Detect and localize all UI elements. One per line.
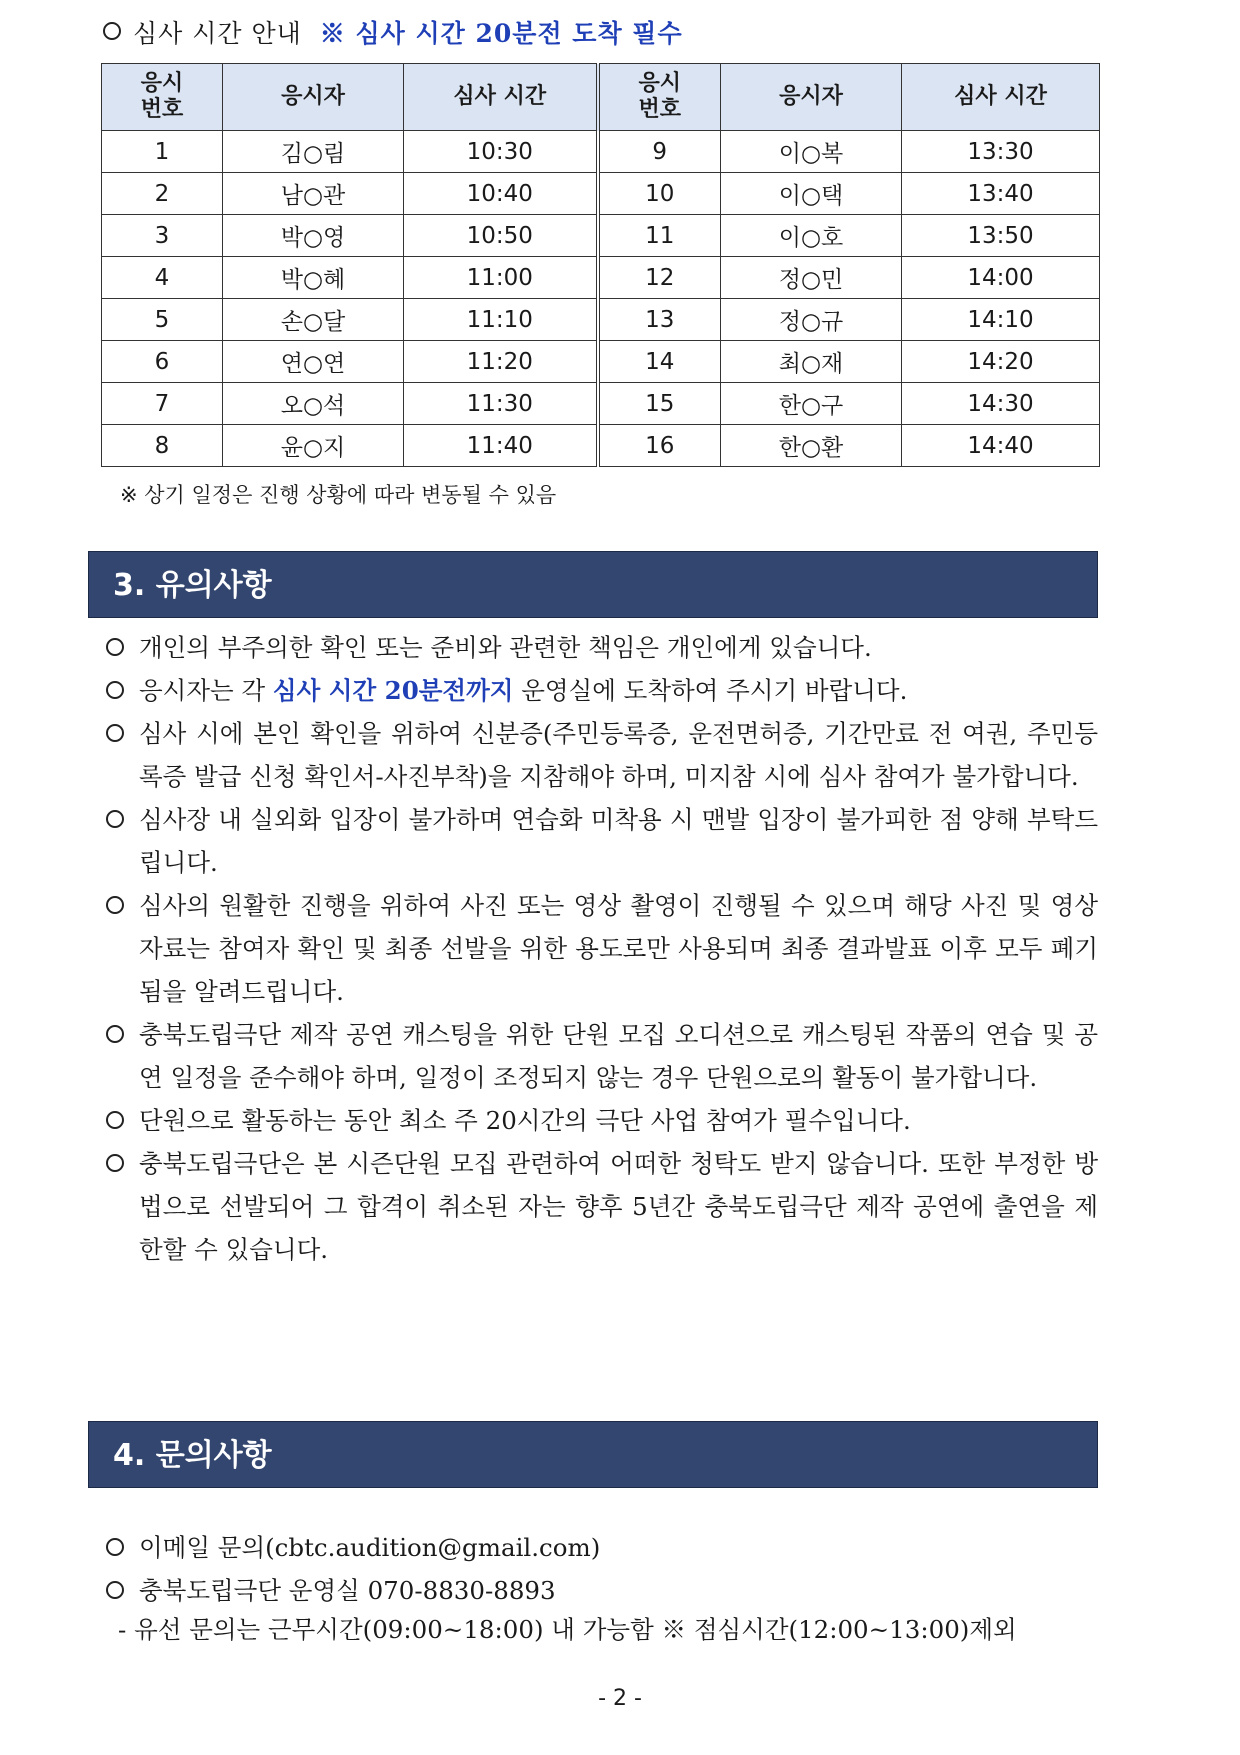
cell-number: 9 <box>598 131 721 173</box>
cell-time: 11:30 <box>404 383 598 425</box>
cell-number: 8 <box>102 425 223 467</box>
cell-applicant: 윤○지 <box>223 425 404 467</box>
schedule-table <box>101 63 1100 467</box>
table-row <box>102 215 1100 257</box>
table-row <box>102 383 1100 425</box>
cell-applicant: 박○혜 <box>223 257 404 299</box>
cell-time: 14:00 <box>902 257 1100 299</box>
cell-number: 2 <box>102 173 223 215</box>
cell-time: 10:30 <box>404 131 598 173</box>
circle-bullet-icon <box>106 1111 124 1129</box>
cell-applicant: 연○연 <box>223 341 404 383</box>
email-inquiry: 이메일 문의(cbtc.audition@gmail.com) <box>139 1533 601 1562</box>
circle-bullet-icon <box>103 22 121 40</box>
list-item: 충북도립극단은 본 시즌단원 모집 관련하여 어떠한 청탁도 받지 않습니다. 또한 부정한 방법으로 선발되어 그 합격이 취소된 자는 향후 5년간 충북도립극단 제작 공연에 출연을 제한할 수 있습니다. <box>103 1142 1098 1271</box>
cell-number: 6 <box>102 341 223 383</box>
section-heading-inquiries: 4. 문의사항 <box>88 1421 1098 1488</box>
circle-bullet-icon <box>106 1581 124 1599</box>
cell-number: 7 <box>102 383 223 425</box>
table-header-row <box>102 64 1100 131</box>
cell-applicant: 정○민 <box>721 257 902 299</box>
schedule-title: 심사 시간 안내 <box>133 19 302 48</box>
section-heading-notices: 3. 유의사항 <box>88 551 1098 618</box>
cell-time: 14:20 <box>902 341 1100 383</box>
cell-time: 11:20 <box>404 341 598 383</box>
table-row <box>102 425 1100 467</box>
phone-inquiry: 충북도립극단 운영실 070-8830-8893 <box>139 1576 556 1605</box>
cell-applicant: 이○택 <box>721 173 902 215</box>
inquiries-list <box>103 1526 1098 1612</box>
cell-number: 16 <box>598 425 721 467</box>
arrival-before: 응시자는 각 <box>139 676 266 705</box>
cell-time: 10:50 <box>404 215 598 257</box>
cell-time: 13:30 <box>902 131 1100 173</box>
table-row <box>102 341 1100 383</box>
list-item: 심사 시에 본인 확인을 위하여 신분증(주민등록증, 운전면허증, 기간만료 전 여권, 주민등록증 발급 신청 확인서-사진부착)을 지참해야 하며, 미지참 시에 심사 참여가 불가합니다. <box>103 712 1098 798</box>
arrival-notice: ※ 심사 시간 20분전 도착 필수 <box>319 19 683 48</box>
circle-bullet-icon <box>106 1025 124 1043</box>
list-item: 심사장 내 실외화 입장이 불가하며 연습화 미착용 시 맨발 입장이 불가피한 점 양해 부탁드립니다. <box>103 798 1098 884</box>
cell-applicant: 남○관 <box>223 173 404 215</box>
cell-applicant: 손○달 <box>223 299 404 341</box>
cell-applicant: 이○복 <box>721 131 902 173</box>
cell-time: 14:30 <box>902 383 1100 425</box>
notices-list <box>103 626 1098 1271</box>
cell-applicant: 한○구 <box>721 383 902 425</box>
cell-applicant: 이○호 <box>721 215 902 257</box>
cell-number: 12 <box>598 257 721 299</box>
circle-bullet-icon <box>106 1538 124 1556</box>
cell-number: 15 <box>598 383 721 425</box>
cell-applicant: 정○규 <box>721 299 902 341</box>
cell-applicant: 최○재 <box>721 341 902 383</box>
cell-number: 10 <box>598 173 721 215</box>
cell-time: 13:40 <box>902 173 1100 215</box>
arrival-highlight: 심사 시간 20분전까지 <box>272 676 514 705</box>
cell-number: 13 <box>598 299 721 341</box>
list-item: 단원으로 활동하는 동안 최소 주 20시간의 극단 사업 참여가 필수입니다. <box>103 1099 1098 1142</box>
cell-time: 11:10 <box>404 299 598 341</box>
schedule-heading <box>103 14 683 50</box>
header-number: 응시 번호 <box>598 64 721 131</box>
cell-applicant: 오○석 <box>223 383 404 425</box>
arrival-after: 운영실에 도착하여 주시기 바랍니다. <box>521 676 908 705</box>
cell-number: 3 <box>102 215 223 257</box>
list-item <box>103 669 1098 712</box>
header-applicant: 응시자 <box>223 64 404 131</box>
cell-applicant: 김○림 <box>223 131 404 173</box>
header-number: 응시 번호 <box>102 64 223 131</box>
table-row <box>102 131 1100 173</box>
phone-hours-note: - 유선 문의는 근무시간(09:00~18:00) 내 가능함 ※ 점심시간(12:00~13:00)제외 <box>118 1615 1017 1644</box>
circle-bullet-icon <box>106 810 124 828</box>
cell-time: 14:40 <box>902 425 1100 467</box>
cell-time: 13:50 <box>902 215 1100 257</box>
page-number: - 2 - <box>598 1686 642 1711</box>
circle-bullet-icon <box>106 681 124 699</box>
cell-number: 1 <box>102 131 223 173</box>
cell-number: 11 <box>598 215 721 257</box>
table-row <box>102 173 1100 215</box>
header-time: 심사 시간 <box>902 64 1100 131</box>
table-row <box>102 257 1100 299</box>
cell-number: 4 <box>102 257 223 299</box>
circle-bullet-icon <box>106 896 124 914</box>
list-item: 개인의 부주의한 확인 또는 준비와 관련한 책임은 개인에게 있습니다. <box>103 626 1098 669</box>
table-row <box>102 299 1100 341</box>
cell-applicant: 박○영 <box>223 215 404 257</box>
cell-time: 10:40 <box>404 173 598 215</box>
circle-bullet-icon <box>106 724 124 742</box>
list-item: 심사의 원활한 진행을 위하여 사진 또는 영상 촬영이 진행될 수 있으며 해당 사진 및 영상자료는 참여자 확인 및 최종 선발을 위한 용도로만 사용되며 최종 결과발표 이후 모두 폐기됨을 알려드립니다. <box>103 884 1098 1013</box>
schedule-note: ※ 상기 일정은 진행 상황에 따라 변동될 수 있음 <box>120 483 557 507</box>
circle-bullet-icon <box>106 638 124 656</box>
cell-time: 11:40 <box>404 425 598 467</box>
header-applicant: 응시자 <box>721 64 902 131</box>
cell-time: 11:00 <box>404 257 598 299</box>
cell-applicant: 한○환 <box>721 425 902 467</box>
cell-time: 14:10 <box>902 299 1100 341</box>
circle-bullet-icon <box>106 1154 124 1172</box>
list-item: 충북도립극단 제작 공연 캐스팅을 위한 단원 모집 오디션으로 캐스팅된 작품의 연습 및 공연 일정을 준수해야 하며, 일정이 조정되지 않는 경우 단원으로의 활동이 불가합니다. <box>103 1013 1098 1099</box>
cell-number: 14 <box>598 341 721 383</box>
list-item <box>103 1526 1098 1569</box>
cell-number: 5 <box>102 299 223 341</box>
header-time: 심사 시간 <box>404 64 598 131</box>
list-item <box>103 1569 1098 1612</box>
